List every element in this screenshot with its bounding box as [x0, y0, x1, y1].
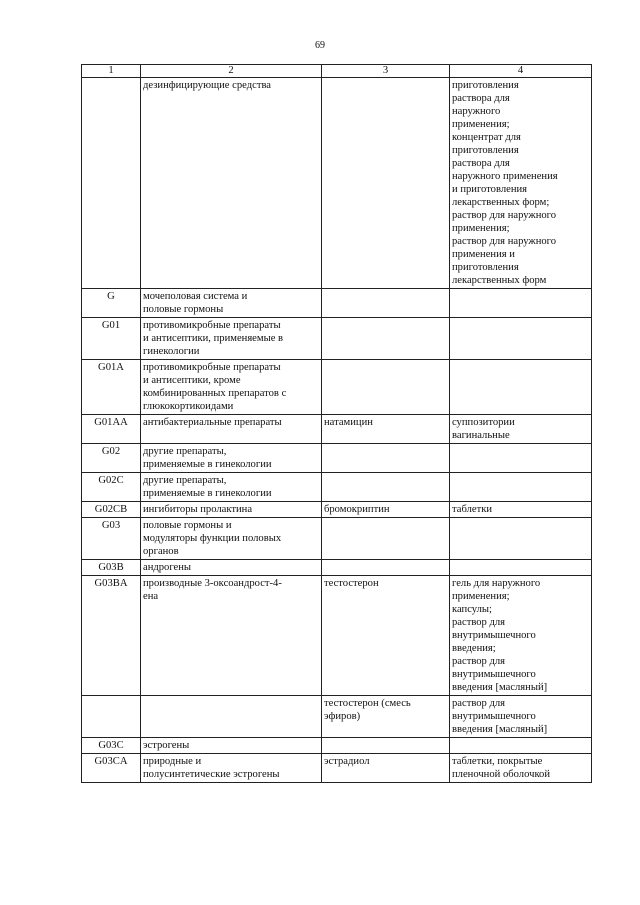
atc-code-cell: G03CA — [82, 754, 141, 783]
atc-code-cell: G03BA — [82, 576, 141, 696]
cell-text-line: другие препараты, — [143, 446, 227, 457]
dosage-form-cell — [450, 560, 592, 576]
drug-name-cell — [322, 576, 450, 696]
cell-text-line: ена — [143, 591, 159, 602]
table-row — [82, 754, 592, 783]
table-row — [82, 560, 592, 576]
column-header-2: 2 — [141, 65, 322, 78]
cell-text-line: раствор для — [452, 698, 506, 709]
cell-text-line: раствор для наружного — [452, 210, 557, 221]
dosage-form-cell — [450, 444, 592, 473]
atc-code-cell: G03B — [82, 560, 141, 576]
dosage-form-cell — [450, 318, 592, 360]
group-name-cell — [141, 502, 322, 518]
dosage-form-cell — [450, 518, 592, 560]
cell-text-line: и приготовления — [452, 184, 528, 195]
cell-text-line: пленочной оболочкой — [452, 769, 551, 780]
group-name-cell — [141, 415, 322, 444]
atc-code-cell — [82, 78, 141, 289]
cell-text-line: раствора для — [452, 93, 510, 104]
cell-text-line: натамицин — [324, 417, 373, 428]
cell-text-line: другие препараты, — [143, 475, 227, 486]
cell-text-line: применения; — [452, 119, 510, 130]
atc-code-cell: G03C — [82, 738, 141, 754]
cell-text-line: лекарственных форм; — [452, 197, 550, 208]
cell-text-line: комбинированных препаратов с — [143, 388, 287, 399]
cell-text-line: мочеполовая система и — [143, 291, 248, 302]
cell-text-line: эфиров) — [324, 711, 361, 722]
cell-text-line: раствор для — [452, 617, 506, 628]
column-header-3: 3 — [322, 65, 450, 78]
cell-text-line: применения и — [452, 249, 515, 260]
cell-text-line: природные и — [143, 756, 202, 767]
cell-text-line: капсулы; — [452, 604, 492, 615]
drug-list-table — [81, 64, 592, 783]
cell-text-line: таблетки — [452, 504, 493, 515]
dosage-form-cell — [450, 289, 592, 318]
drug-name-cell — [322, 289, 450, 318]
cell-text-line: наружного — [452, 106, 501, 117]
dosage-form-cell — [450, 473, 592, 502]
group-name-cell — [141, 696, 322, 738]
atc-code-cell: G02 — [82, 444, 141, 473]
drug-name-cell — [322, 502, 450, 518]
cell-text-line: бромокриптин — [324, 504, 390, 515]
group-name-cell — [141, 576, 322, 696]
atc-code-cell: G03 — [82, 518, 141, 560]
cell-text-line: применения; — [452, 223, 510, 234]
atc-code-cell: G01 — [82, 318, 141, 360]
dosage-form-cell — [450, 78, 592, 289]
drug-name-cell — [322, 444, 450, 473]
column-header-1: 1 — [82, 65, 141, 78]
cell-text-line: и антисептики, кроме — [143, 375, 241, 386]
cell-text-line: раствор для наружного — [452, 236, 557, 247]
cell-text-line: модуляторы функции половых — [143, 533, 282, 544]
drug-name-cell — [322, 360, 450, 415]
cell-text-line: применяемые в гинекологии — [143, 459, 272, 470]
cell-text-line: приготовления — [452, 80, 519, 91]
dosage-form-cell — [450, 754, 592, 783]
cell-text-line: противомикробные препараты — [143, 320, 281, 331]
table-row — [82, 576, 592, 696]
group-name-cell — [141, 560, 322, 576]
drug-name-cell — [322, 696, 450, 738]
drug-name-cell — [322, 738, 450, 754]
group-name-cell — [141, 473, 322, 502]
table-row — [82, 696, 592, 738]
cell-text-line: органов — [143, 546, 179, 557]
cell-text-line: андрогены — [143, 562, 192, 573]
cell-text-line: дезинфицирующие средства — [143, 80, 272, 91]
cell-text-line: ингибиторы пролактина — [143, 504, 253, 515]
cell-text-line: суппозитории — [452, 417, 515, 428]
cell-text-line: введения [масляный] — [452, 682, 548, 693]
cell-text-line: и антисептики, применяемые в — [143, 333, 284, 344]
drug-name-cell — [322, 518, 450, 560]
table-row — [82, 444, 592, 473]
cell-text-line: лекарственных форм — [452, 275, 547, 286]
cell-text-line: применения; — [452, 591, 510, 602]
cell-text-line: раствор для — [452, 656, 506, 667]
atc-code-cell: G02C — [82, 473, 141, 502]
group-name-cell — [141, 738, 322, 754]
cell-text-line: внутримышечного — [452, 630, 536, 641]
table-row — [82, 518, 592, 560]
atc-code-cell: G — [82, 289, 141, 318]
table-row — [82, 78, 592, 289]
cell-text-line: половые гормоны — [143, 304, 224, 315]
cell-text-line: производные 3-оксоандрост-4- — [143, 578, 282, 589]
dosage-form-cell — [450, 502, 592, 518]
table-row — [82, 415, 592, 444]
cell-text-line: введения; — [452, 643, 496, 654]
cell-text-line: глюкокортикоидами — [143, 401, 234, 412]
cell-text-line: внутримышечного — [452, 669, 536, 680]
group-name-cell — [141, 518, 322, 560]
drug-name-cell — [322, 78, 450, 289]
table-row — [82, 738, 592, 754]
dosage-form-cell — [450, 415, 592, 444]
group-name-cell — [141, 444, 322, 473]
cell-text-line: применяемые в гинекологии — [143, 488, 272, 499]
cell-text-line: вагинальные — [452, 430, 510, 441]
drug-name-cell — [322, 415, 450, 444]
cell-text-line: приготовления — [452, 262, 519, 273]
atc-code-cell: G01AA — [82, 415, 141, 444]
cell-text-line: тестостерон (смесь — [324, 698, 411, 709]
drug-name-cell — [322, 318, 450, 360]
cell-text-line: внутримышечного — [452, 711, 536, 722]
group-name-cell — [141, 318, 322, 360]
cell-text-line: половые гормоны и — [143, 520, 232, 531]
atc-code-cell: G01A — [82, 360, 141, 415]
group-name-cell — [141, 78, 322, 289]
cell-text-line: эстрадиол — [324, 756, 370, 767]
table-row — [82, 473, 592, 502]
table-header-row — [82, 65, 592, 78]
table-row — [82, 289, 592, 318]
cell-text-line: антибактериальные препараты — [143, 417, 282, 428]
cell-text-line: противомикробные препараты — [143, 362, 281, 373]
cell-text-line: приготовления — [452, 145, 519, 156]
cell-text-line: полусинтетические эстрогены — [143, 769, 280, 780]
cell-text-line: наружного применения — [452, 171, 558, 182]
cell-text-line: раствора для — [452, 158, 510, 169]
drug-name-cell — [322, 754, 450, 783]
table-row — [82, 502, 592, 518]
atc-code-cell — [82, 696, 141, 738]
group-name-cell — [141, 754, 322, 783]
page-number: 69 — [315, 40, 325, 51]
cell-text-line: таблетки, покрытые — [452, 756, 543, 767]
table-row — [82, 360, 592, 415]
group-name-cell — [141, 360, 322, 415]
cell-text-line: концентрат для — [452, 132, 521, 143]
cell-text-line: введения [масляный] — [452, 724, 548, 735]
drug-name-cell — [322, 560, 450, 576]
table-body — [82, 65, 592, 783]
column-header-4: 4 — [450, 65, 592, 78]
dosage-form-cell — [450, 696, 592, 738]
dosage-form-cell — [450, 738, 592, 754]
cell-text-line: эстрогены — [143, 740, 190, 751]
table-row — [82, 318, 592, 360]
drug-name-cell — [322, 473, 450, 502]
cell-text-line: тестостерон — [324, 578, 379, 589]
group-name-cell — [141, 289, 322, 318]
cell-text-line: гель для наружного — [452, 578, 541, 589]
cell-text-line: гинекологии — [143, 346, 200, 357]
atc-code-cell: G02CB — [82, 502, 141, 518]
dosage-form-cell — [450, 360, 592, 415]
dosage-form-cell — [450, 576, 592, 696]
